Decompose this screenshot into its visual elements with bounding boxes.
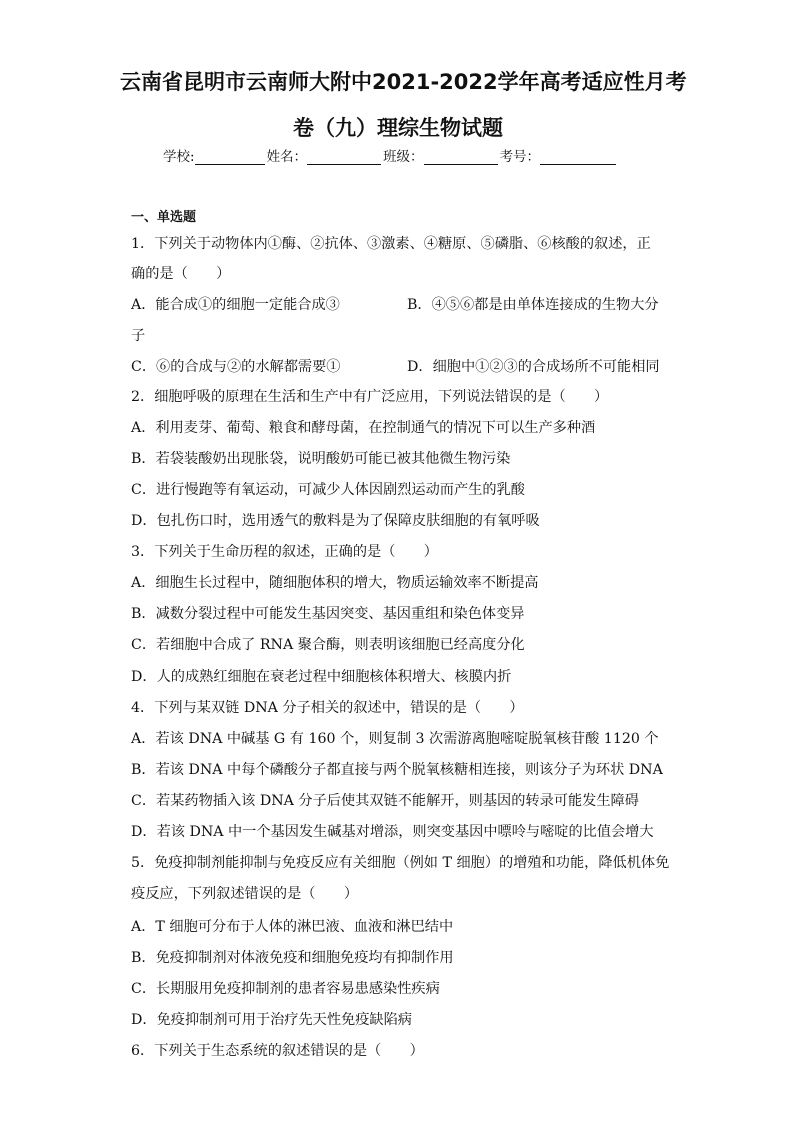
q1-option-b: B．④⑤⑥都是由单体连接成的生物大分 xyxy=(407,297,659,313)
student-info-row xyxy=(163,145,618,165)
q1-option-c: C．⑥的合成与②的水解都需要① xyxy=(131,359,341,375)
q5-option-b: B．免疫抑制剂对体液免疫和细胞免疫均有抑制作用 xyxy=(131,950,454,966)
q3-option-b: B．减数分裂过程中可能发生基因突变、基因重组和染色体变异 xyxy=(131,606,525,622)
q1-option-b-wrap: 子 xyxy=(131,328,146,344)
q4-option-a: A．若该 DNA 中碱基 G 有 160 个，则复制 3 次需游离胞嘧啶脱氧核苷酸 1120 个 xyxy=(131,731,659,747)
q2-option-d: D．包扎伤口时，选用透气的敷料是为了保障皮肤细胞的有氧呼吸 xyxy=(131,513,540,529)
q5-option-c: C．长期服用免疫抑制剂的患者容易患感染性疾病 xyxy=(131,981,440,997)
q5-option-d: D．免疫抑制剂可用于治疗先天性免疫缺陷病 xyxy=(131,1012,412,1028)
school-label: 学校: xyxy=(163,149,195,165)
q2-option-c: C．进行慢跑等有氧运动，可减少人体因剧烈运动而产生的乳酸 xyxy=(131,482,525,498)
q4-option-b: B．若该 DNA 中每个磷酸分子都直接与两个脱氧核糖相连接，则该分子为环状 DNA xyxy=(131,762,663,778)
exam-title-line-1: 云南省昆明市云南师大附中2021-2022学年高考适应性月考 xyxy=(120,70,687,94)
q1-option-a: A．能合成①的细胞一定能合成③ xyxy=(131,297,340,313)
q4-option-c: C．若某药物插入该 DNA 分子后使其双链不能解开，则基因的转录可能发生障碍 xyxy=(131,793,639,809)
q3-stem: 3．下列关于生命历程的叙述，正确的是（ ） xyxy=(131,544,438,560)
q2-option-a: A．利用麦芽、葡萄、粮食和酵母菌，在控制通气的情况下可以生产多种酒 xyxy=(131,420,596,436)
name-label: 姓名： xyxy=(266,149,308,165)
class-label: 班级： xyxy=(383,149,424,165)
q2-option-b: B．若袋装酸奶出现胀袋，说明酸奶可能已被其他微生物污染 xyxy=(131,451,511,467)
q3-option-c: C．若细胞中合成了 RNA 聚合酶，则表明该细胞已经高度分化 xyxy=(131,637,525,653)
exam-no-field[interactable] xyxy=(540,150,616,165)
q5-stem-line-1: 5．免疫抑制剂能抑制与免疫反应有关细胞（例如 T 细胞）的增殖和功能，降低机体免 xyxy=(131,855,670,871)
q1-option-d: D．细胞中①②③的合成场所不可能相同 xyxy=(407,359,660,375)
q4-option-d: D．若该 DNA 中一个基因发生碱基对增添，则突变基因中嘌呤与嘧啶的比值会增大 xyxy=(131,824,654,840)
q2-stem: 2．细胞呼吸的原理在生活和生产中有广泛应用，下列说法错误的是（ ） xyxy=(131,389,609,405)
q5-option-a: A．T 细胞可分布于人体的淋巴液、血液和淋巴结中 xyxy=(131,919,454,935)
name-field[interactable] xyxy=(307,150,381,165)
school-field[interactable] xyxy=(195,150,265,165)
q4-stem: 4．下列与某双链 DNA 分子相关的叙述中，错误的是（ ） xyxy=(131,700,524,716)
class-field[interactable] xyxy=(424,150,498,165)
q1-stem-line-2: 确的是（ ） xyxy=(131,266,231,282)
exam-no-label: 考号： xyxy=(499,149,541,165)
q5-stem-line-2: 疫反应，下列叙述错误的是（ ） xyxy=(131,886,359,902)
q3-option-d: D．人的成熟红细胞在衰老过程中细胞核体积增大、核膜内折 xyxy=(131,669,512,685)
section-heading: 一、单选题 xyxy=(131,210,197,225)
q3-option-a: A．细胞生长过程中，随细胞体积的增大，物质运输效率不断提高 xyxy=(131,575,539,591)
q1-stem-line-1: 1．下列关于动物体内①酶、②抗体、③激素、④糖原、⑤磷脂、⑥核酸的叙述，正 xyxy=(131,236,651,252)
exam-title-line-2: 卷（九）理综生物试题 xyxy=(293,116,503,140)
q6-stem: 6．下列关于生态系统的叙述错误的是（ ） xyxy=(131,1043,424,1059)
